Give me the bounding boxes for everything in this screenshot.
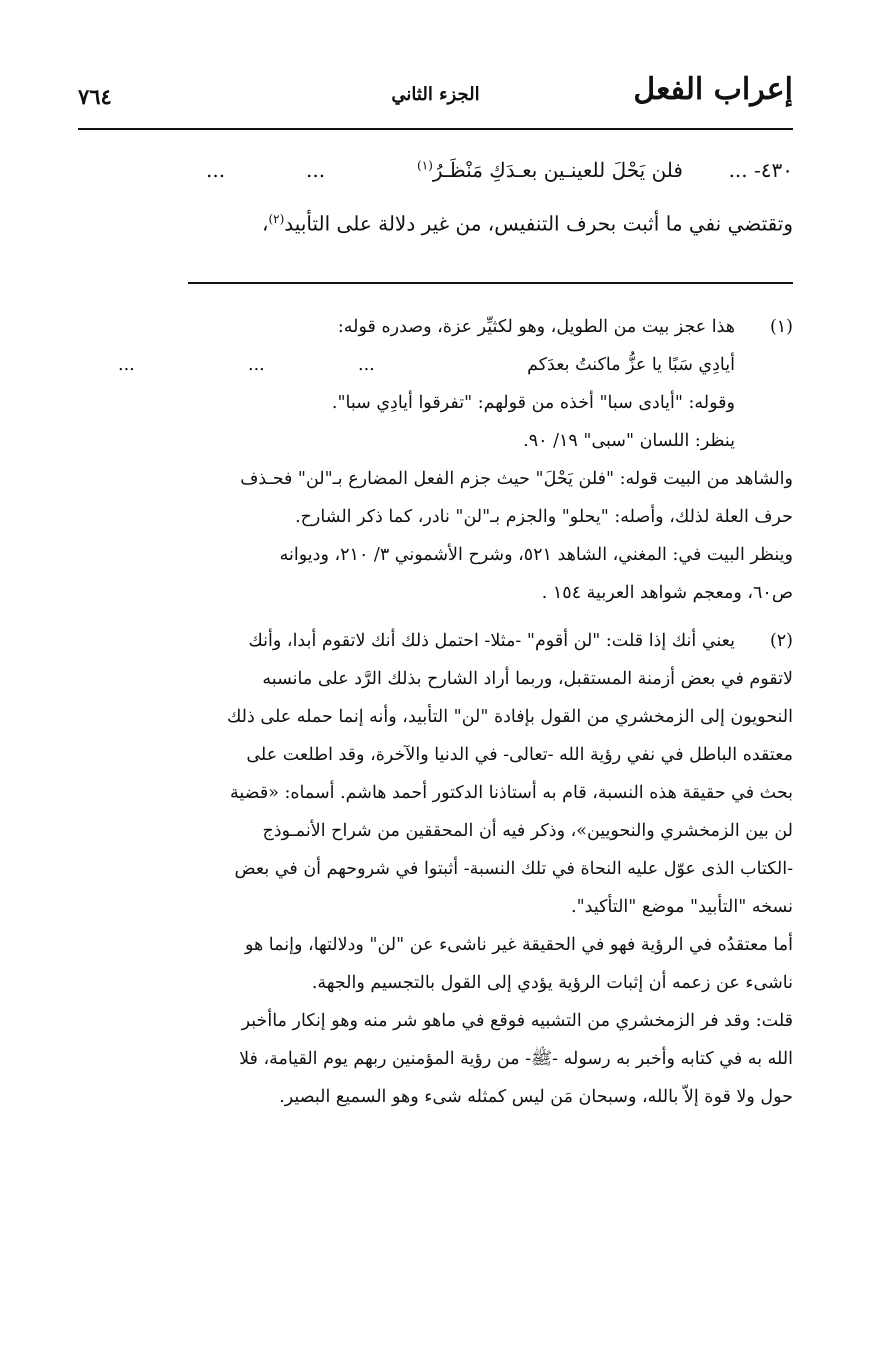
- footnote-line: -الكتاب الذى عوّل عليه النحاة في تلك النسبة- أثبتوا في شروحهم أن في بعض: [234, 859, 793, 879]
- verse-ellipsis: ...: [206, 158, 226, 182]
- page-number: ٧٦٤: [78, 84, 112, 109]
- footnote-separator: [188, 282, 793, 284]
- footnote-line: لاتقوم في بعض أزمنة المستقبل، وربما أراد الشارح بذلك الرَّد على مانسبه: [262, 669, 793, 689]
- main-line-comma: ،: [262, 211, 269, 236]
- footnote-line: ص٦٠، ومعجم شواهد العربية ١٥٤ .: [541, 583, 793, 603]
- footnote-line: أما معتقدُه في الرؤية فهو في الحقيقة غير ناشىء عن "لن" ودلالتها، وإنما هو: [244, 935, 793, 955]
- footnote-line: يعني أنك إذا قلت: "لن أقوم" -مثلا- احتمل ذلك أنك لاتقوم أبدا، وأنك: [248, 631, 735, 651]
- poem-line: [78, 346, 793, 384]
- footnote-line: هذا عجز بيت من الطويل، وهو لكثيِّر عزة، وصدره قوله:: [337, 317, 735, 337]
- poem-ellipsis: ...: [118, 355, 135, 375]
- main-line-text: وتقتضي نفي ما أثبت بحرف التنفيس، من غير دلالة على التأبيد: [284, 211, 793, 236]
- poem-ellipsis: ...: [358, 355, 375, 375]
- footnotes: [78, 308, 793, 1116]
- footnote-2: [78, 622, 793, 1116]
- footnote-line: لن بين الزمخشري والنحويين»، وذكر فيه أن المحققين من شراح الأنمـوذج: [262, 821, 793, 841]
- footnote-line: حول ولا قوة إلاّ بالله، وسبحان مَن ليس كمثله شىء وهو السميع البصير.: [279, 1087, 793, 1107]
- page-header: [78, 62, 793, 122]
- footnote-line: معتقده الباطل في نفي رؤية الله -تعالى- في الدنيا والآخرة، وقد اطلعت على: [246, 745, 793, 765]
- footnote-line: وينظر البيت في: المغني، الشاهد ٥٢١، وشرح الأشموني ٣/ ٢١٠، وديوانه: [279, 545, 793, 565]
- footnote-ref: (١): [417, 158, 433, 173]
- footnote-line: ناشىء عن زعمه أن إثبات الرؤية يؤدي إلى القول بالتجسيم والجهة.: [311, 973, 793, 993]
- footnote-number: (٢): [769, 631, 793, 651]
- footnote-line: حرف العلة لذلك، وأصله: "يحلو" والجزم بـ"لن" نادر، كما ذكر الشارح.: [295, 507, 793, 527]
- footnote-line: وقوله: "أيادى سبا" أخذه من قولهم: "تفرقوا أيادِي سبا".: [331, 393, 735, 413]
- poem-ellipsis: ...: [248, 355, 265, 375]
- part-label: الجزء الثاني: [391, 84, 480, 105]
- poem-text: أيادِي سَبًا يا عزُّ ماكنتُ بعدَكم: [527, 355, 735, 375]
- verse-ellipsis: ...: [306, 158, 326, 182]
- footnote-line: قلت: وقد فر الزمخشري من التشبيه فوقع في ماهو شر منه وهو إنكار ماأخبر: [241, 1011, 793, 1031]
- footnote-line: بحث في حقيقة هذه النسبة، قام به أستاذنا الدكتور أحمد هاشم. أسماه: «قضية: [230, 783, 793, 803]
- header-rule: [78, 128, 793, 130]
- verse-line: [78, 150, 793, 196]
- verse-text: [417, 158, 683, 182]
- main-text: [78, 150, 793, 247]
- footnote-ref: (٢): [268, 212, 285, 226]
- footnote-number: (١): [769, 317, 793, 337]
- chapter-title: إعراب الفعل: [633, 72, 793, 107]
- footnote-line: النحويون إلى الزمخشري من القول بإفادة "لن" التأبيد، وأنه إنما حمله على ذلك: [226, 707, 793, 727]
- footnote-line: والشاهد من البيت قوله: "فلن يَحْلَ" حيث جزم الفعل المضارع بـ"لن" فحـذف: [240, 469, 793, 489]
- verse-words: فلن يَحْلَ للعينـين بعـدَكِ مَنْظَـرُ: [432, 158, 683, 182]
- footnote-line: نسخه "التأبيد" موضع "التأكيد".: [571, 897, 793, 917]
- footnote-line: الله به في كتابه وأخبر به رسوله -ﷺ- من رؤية المؤمنين ربهم يوم القيامة، فلا: [239, 1049, 793, 1069]
- footnote-1: [78, 308, 793, 612]
- verse-number: ٤٣٠- ...: [728, 158, 793, 182]
- footnote-line: ينظر: اللسان "سبى" ١٩/ ٩٠.: [523, 431, 735, 451]
- main-paragraph-line: [78, 196, 793, 247]
